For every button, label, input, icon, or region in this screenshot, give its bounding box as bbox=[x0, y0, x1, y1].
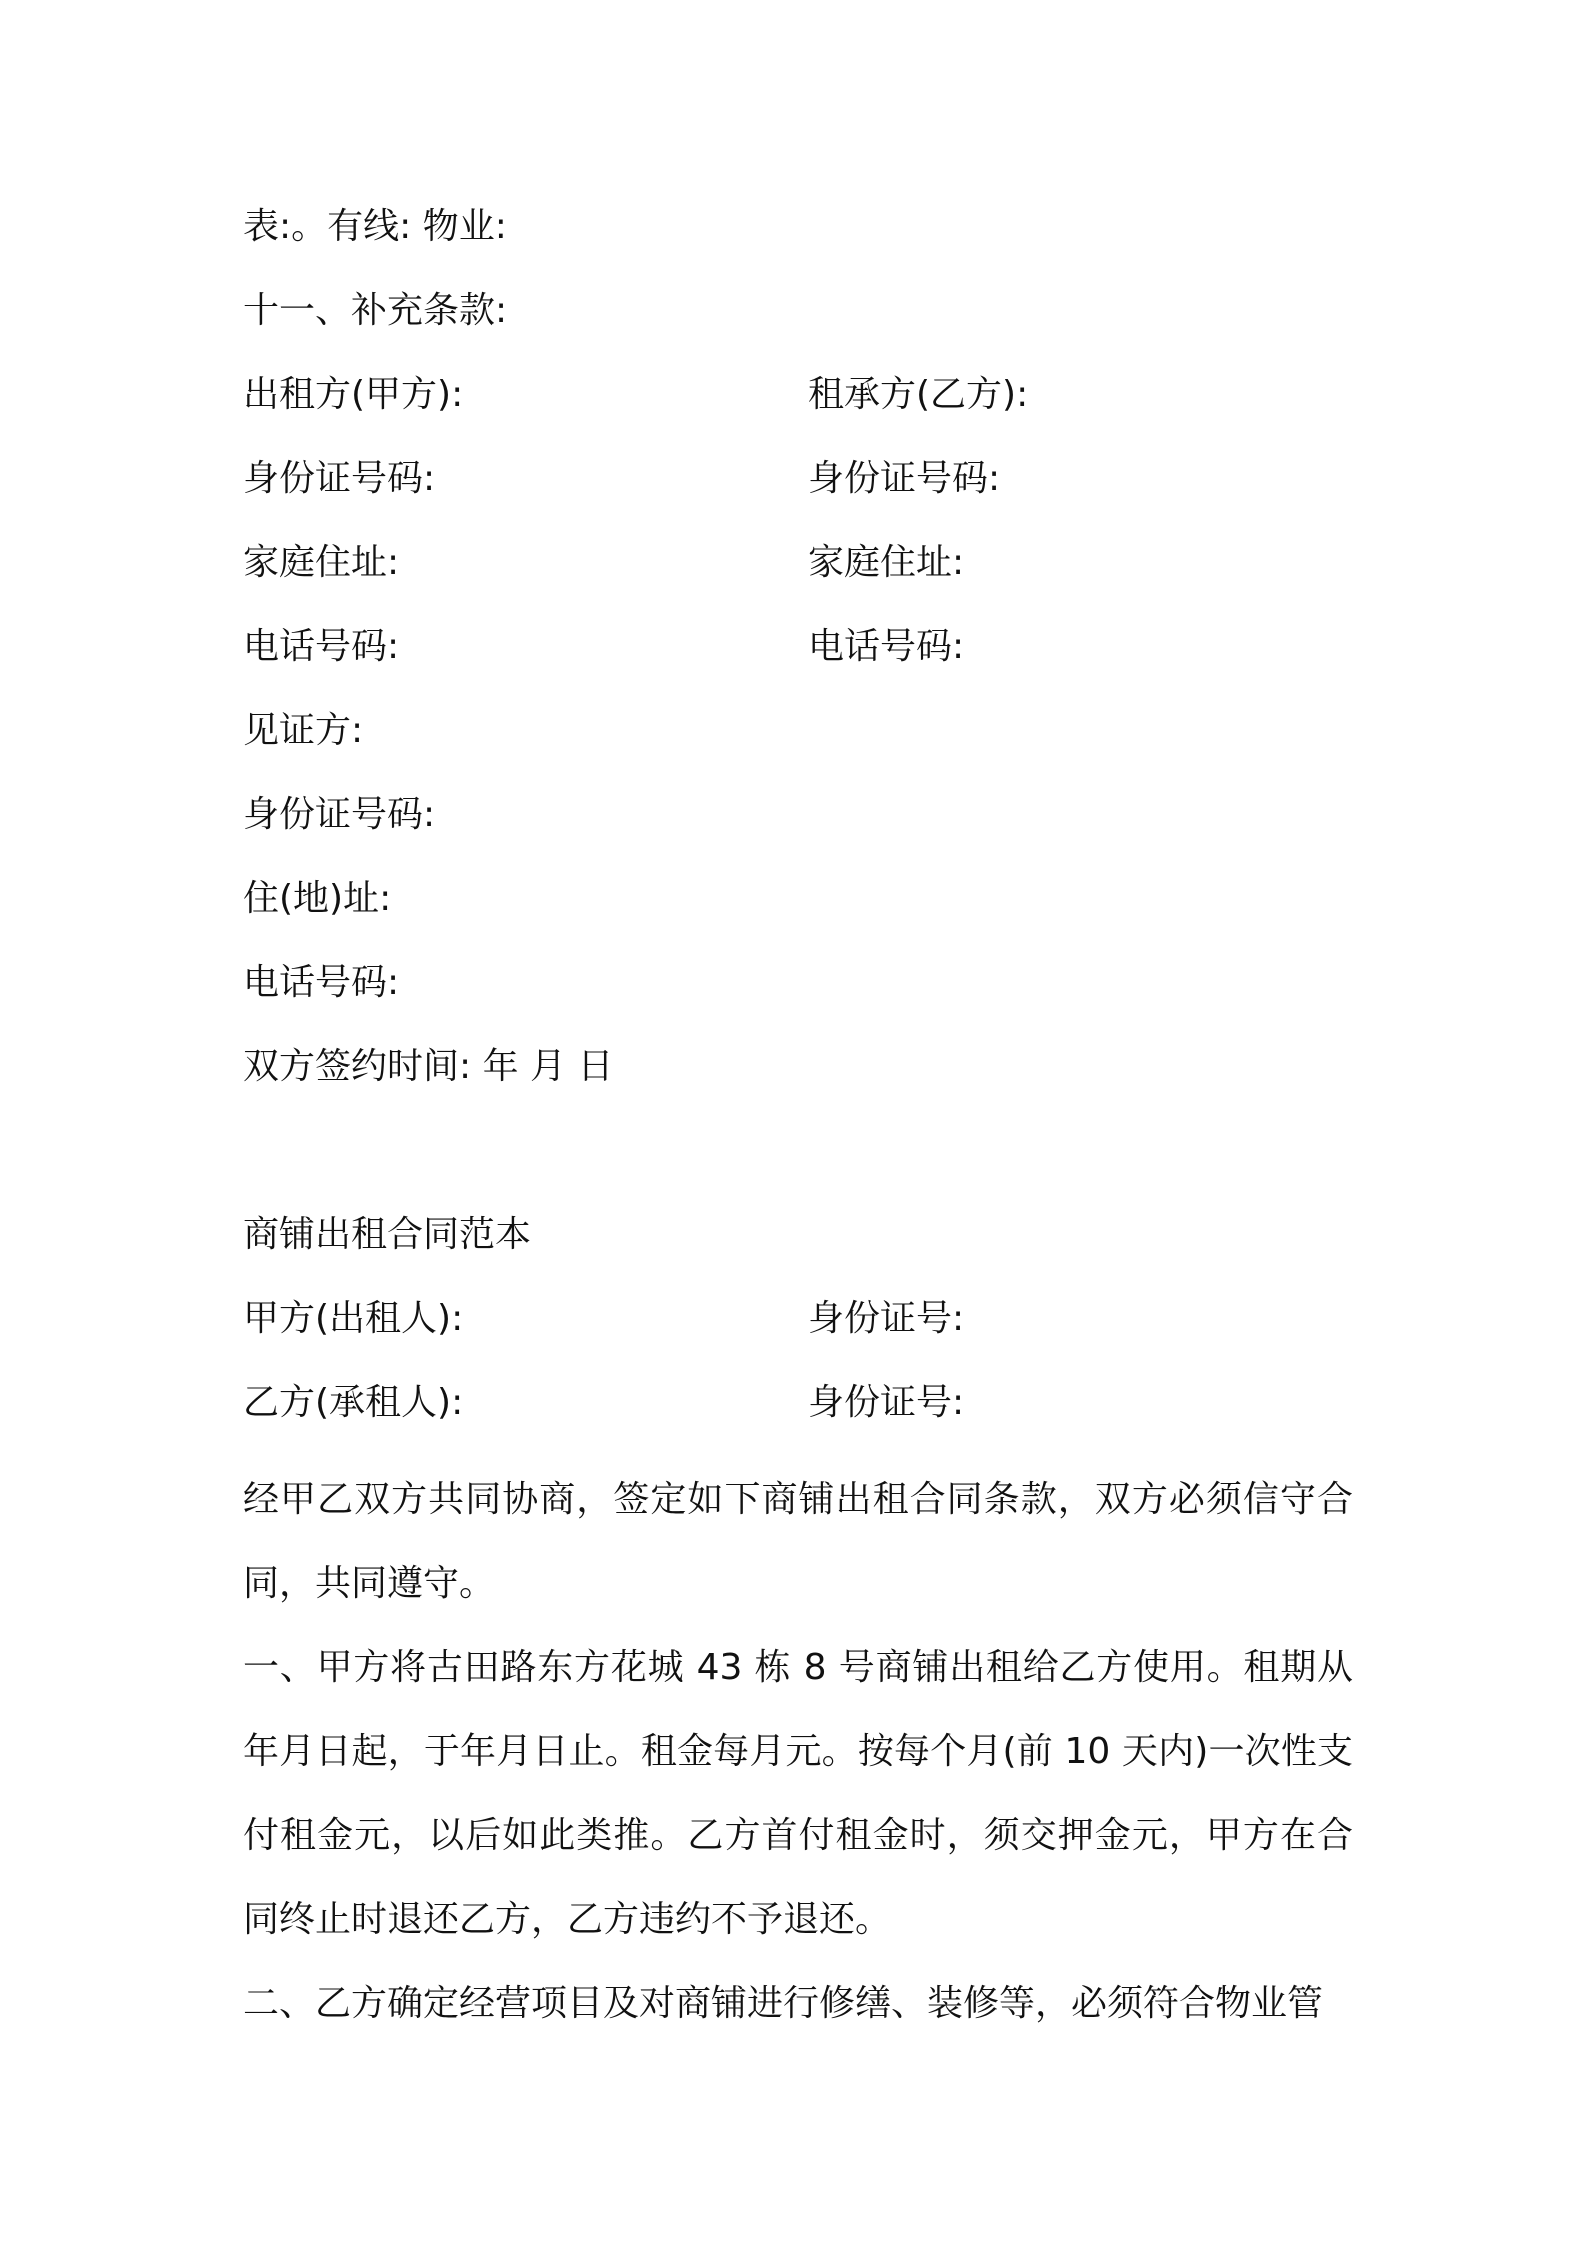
party-b-label: 乙方(承租人): bbox=[243, 1382, 464, 1423]
lessee-id-label: 身份证号码: bbox=[808, 458, 1001, 499]
party-a-label: 甲方(出租人): bbox=[243, 1298, 464, 1339]
signing-time-label: 双方签约时间: 年 月 日 bbox=[243, 1046, 614, 1087]
document-body bbox=[243, 198, 1353, 2046]
witness-label: 见证方: bbox=[243, 710, 364, 751]
signature-row-parties bbox=[243, 366, 1353, 450]
lessor-label: 出租方(甲方): bbox=[243, 374, 464, 415]
section-spacer bbox=[243, 1122, 1353, 1206]
supplementary-heading: 十一、补充条款: bbox=[243, 290, 508, 331]
witness-id-label: 身份证号码: bbox=[243, 794, 436, 835]
lessee-label: 租承方(乙方): bbox=[808, 374, 1029, 415]
lessee-phone-label: 电话号码: bbox=[808, 626, 965, 667]
utilities-line: 表:。有线: 物业: bbox=[243, 206, 507, 247]
lessor-phone-label: 电话号码: bbox=[243, 626, 400, 667]
party-a-row bbox=[243, 1290, 1353, 1374]
contract-title: 商铺出租合同范本 bbox=[243, 1214, 532, 1255]
signature-row-address bbox=[243, 534, 1353, 618]
lessor-address-label: 家庭住址: bbox=[243, 542, 400, 583]
signature-row-phone bbox=[243, 618, 1353, 702]
intro-paragraph: 经甲乙双方共同协商，签定如下商铺出租合同条款，双方必须信守合同，共同遵守。 bbox=[243, 1479, 1353, 1604]
clause-2-paragraph: 二、乙方确定经营项目及对商铺进行修缮、装修等，必须符合物业管 bbox=[243, 1983, 1324, 2024]
witness-address-label: 住(地)址: bbox=[243, 878, 392, 919]
party-b-id-label: 身份证号: bbox=[808, 1382, 965, 1423]
signature-row-id bbox=[243, 450, 1353, 534]
lessee-address-label: 家庭住址: bbox=[808, 542, 965, 583]
clause-1-paragraph: 一、甲方将古田路东方花城 43 栋 8 号商铺出租给乙方使用。租期从年月日起，于年月日止。租金每月元。按每个月(前 10 天内)一次性支付租金元，以后如此类推。乙方首付租金时，须交押金元，甲方在合同终止时退还乙方，乙方违约不予退还。 bbox=[243, 1647, 1353, 1940]
party-b-row bbox=[243, 1374, 1353, 1458]
party-a-id-label: 身份证号: bbox=[808, 1298, 965, 1339]
witness-phone-label: 电话号码: bbox=[243, 962, 400, 1003]
lessor-id-label: 身份证号码: bbox=[243, 458, 436, 499]
